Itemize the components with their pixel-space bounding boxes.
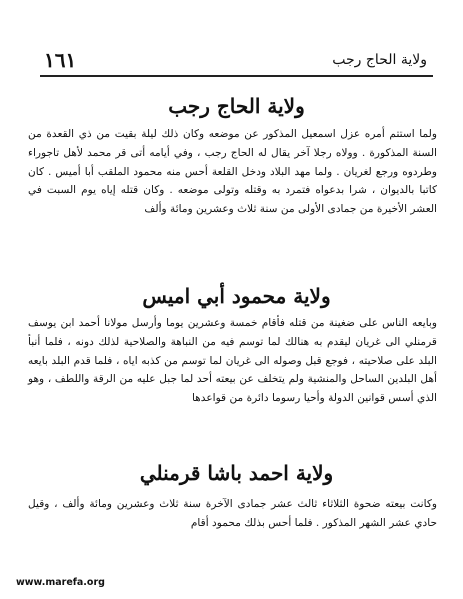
section-title-mahmud-abi-amis: ولاية محمود أبي اميس	[142, 284, 331, 308]
running-title: ولاية الحاج رجب	[332, 52, 427, 68]
section-title-ahmad-pasha-qaramanli: ولاية احمد باشا قرمنلي	[139, 461, 334, 485]
section-title-haj-rajab: ولاية الحاج رجب	[168, 94, 305, 118]
section-body-mahmud-abi-amis: وبايعه الناس على ضغينة من قتله فأقام خمسة وعشرين يوما وأرسل مولانا أحمد ابن يوسف قرمنلي الى غريان ليقدم به هنالك لما توسم فيه من النباهة والصلاحية لذلك دونه ، فلما أنبأ البلد على صلاحيته ، فوجع قبل وصوله الى غريان لما توسم من كذبه اياه ، فلما قدم البلد بايعه أهل البلدين الساحل والمنشية ولم يتخلف عن بيعته أحد لما جبل عليه من الرقة واللطف ، وهو الذي أسس قوانين الدولة وأحيا رسوما دائرة من قواعدها	[28, 317, 437, 405]
header-rule	[40, 75, 433, 77]
page-header	[44, 48, 427, 72]
section-body-ahmad-pasha-qaramanli: وكانت بيعته ضحوة الثلاثاء ثالث عشر جمادى الآخرة سنة ثلاث وعشرين ومائة وألف ، وقيل حادي عشر الشهر المذكور . فلما أحس بذلك محمود أقام	[28, 498, 437, 529]
page-number: ١٦١	[44, 48, 77, 72]
source-url: www.marefa.org	[16, 577, 105, 588]
section-body-haj-rajab: ولما استتم أمره عزل اسمعيل المذكور عن موضعه وكان ذلك ليلة بقيت من ذي القعدة من السنة المذكورة . وولاه رجلا آخر يقال له الحاج رجب ، وفي أيامه أتى قر محمد لأهل تاجوراء وطردوه ورجع لغريان . ولما مهد البلاد ودخل القلعة أحس منه محمود الملقب أبا أميس . كان كاتبا بالديوان ، شرا بدعواه فتمرد به وقتله وتولى موضعه . وكان قتله إياه يوم السبت في العشر الأخيرة من جمادى الأولى من سنة ثلاث وعشرين ومائة وألف	[28, 128, 437, 216]
